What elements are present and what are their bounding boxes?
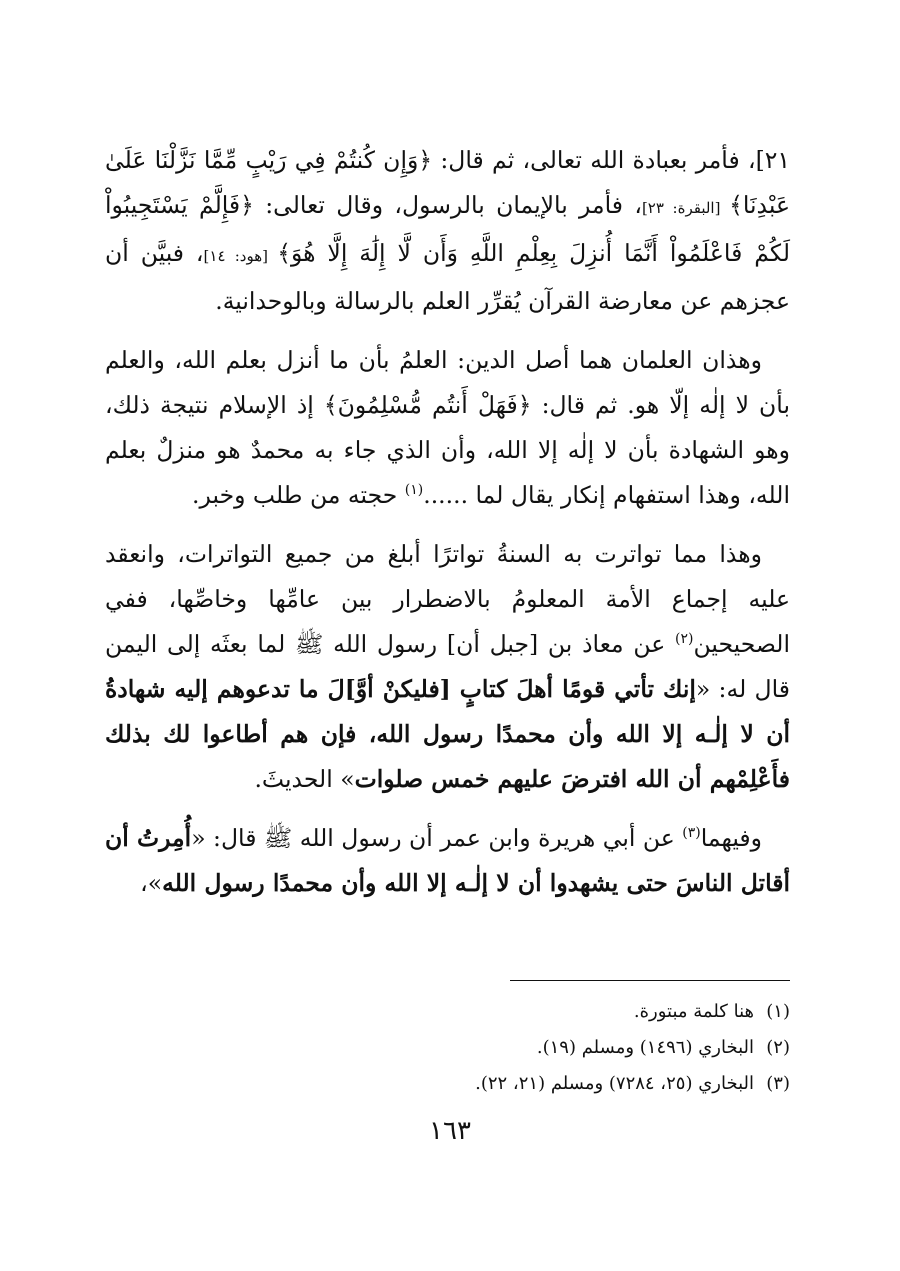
paragraph-1-text-b: ، فأمر بالإيمان بالرسول، وقال تعالى: bbox=[253, 191, 642, 219]
quran-verse-hal-antum: ﴿فَهَلْ أَنتُم مُّسْلِمُونَ﴾ bbox=[323, 391, 532, 419]
footnote-3 bbox=[105, 1066, 790, 1102]
quran-verse-baqarah: ﴿وَإِن كُنتُمْ فِي رَيْبٍ مِّمَّا نَزَّلْنَا عَلَىٰ عَبْدِنَا﴾ bbox=[105, 146, 790, 219]
paragraph-1-text-a: ٢١]، فأمر بعبادة الله تعالى، ثم قال: bbox=[432, 146, 790, 174]
hadith-text-umirtu: أُمِرتُ أن أقاتل الناسَ حتى يشهدوا أن لا إلٰـه إلا الله وأن محمدًا رسول الله bbox=[105, 824, 790, 897]
footnote-1 bbox=[105, 994, 790, 1030]
footnote-separator bbox=[510, 980, 790, 981]
paragraph-2-text-b: إذ الإسلام نتيجة ذلك، وهو الشهادة بأن لا إلٰه إلا الله، وأن الذي جاء به محمدٌ هو منزلٌ بعلم الله، وهذا استفهام إنكار يقال لما ...... bbox=[105, 391, 790, 509]
paragraph-2-text-c: حجته من طلب وخبر. bbox=[192, 481, 405, 509]
footnote-2-text: البخاري (١٤٩٦) ومسلم (١٩). bbox=[536, 1037, 754, 1058]
footnote-marker-2[interactable]: (٢) bbox=[675, 631, 694, 648]
footnote-marker-1[interactable]: (١) bbox=[404, 482, 424, 499]
footnote-1-number: (١) bbox=[766, 1001, 790, 1022]
verse-reference-hud: [هود: ١٤] bbox=[203, 247, 278, 265]
paragraph-4-text-c: »، bbox=[140, 869, 163, 897]
footnote-3-text: البخاري (٢٥، ٧٢٨٤) ومسلم (٢١، ٢٢). bbox=[475, 1073, 754, 1094]
hadith-text-muadh: إنك تأتي قومًا أهلَ كتابٍ [فليكنْ أوَّ]لَ ما تدعوهم إليه شهادةُ أن لا إلٰـه إلا الله وأن محمدًا رسول الله، فإن هم أطاعوا لك بذلك فأَعْلِمْهم أن الله افترضَ عليهم خمس صلوات bbox=[105, 675, 790, 793]
paragraph-1 bbox=[105, 138, 790, 324]
verse-reference-baqarah: [البقرة: ٢٣] bbox=[641, 199, 730, 217]
footnote-2 bbox=[105, 1030, 790, 1066]
paragraph-3-text-b: عن معاذ بن [جبل أن] رسول الله ﷺ لما بعثَه إلى اليمن قال له: « bbox=[105, 630, 790, 703]
paragraph-4-text-b: عن أبي هريرة وابن عمر أن رسول الله ﷺ قال: « bbox=[191, 824, 683, 852]
footnote-marker-3[interactable]: (٣) bbox=[682, 825, 701, 842]
footnote-1-text: هنا كلمة مبتورة. bbox=[633, 1001, 754, 1022]
paragraph-3-text-c: » الحديثَ. bbox=[254, 765, 355, 793]
paragraph-1-text-c: ، فبيَّن أن عجزهم عن معارضة القرآن يُقرِّر العلم بالرسالة وبالوحدانية. bbox=[105, 239, 790, 315]
paragraph-2-text-a: وهذان العلمان هما أصل الدين: العلمُ بأن ما أنزل بعلم الله، والعلم بأن لا إلٰه إلّا هو. ثم قال: bbox=[105, 346, 790, 419]
quran-verse-hud: ﴿فَإِلَّمْ يَسْتَجِيبُواْ لَكُمْ فَاعْلَمُواْ أَنَّمَا أُنزِلَ بِعِلْمِ اللَّهِ وَأَن لَّا إِلَٰهَ إِلَّا هُوَ﴾ bbox=[105, 191, 791, 267]
page-body bbox=[105, 138, 790, 920]
footnote-3-number: (٣) bbox=[766, 1073, 790, 1094]
footnote-2-number: (٢) bbox=[766, 1037, 790, 1058]
footnotes bbox=[105, 994, 790, 1102]
paragraph-4 bbox=[105, 816, 790, 906]
paragraph-3-text-a: وهذا مما تواترت به السنةُ تواترًا أبلغ من جميع التواترات، وانعقد عليه إجماع الأمة المعلومُ بالاضطرار بين عامِّها وخاصِّها، ففي الصحيحين bbox=[105, 540, 790, 658]
paragraph-3 bbox=[105, 532, 790, 802]
paragraph-2 bbox=[105, 338, 790, 518]
page-number: ١٦٣ bbox=[429, 1116, 471, 1146]
paragraph-4-text-a: وفيهما bbox=[700, 824, 762, 852]
